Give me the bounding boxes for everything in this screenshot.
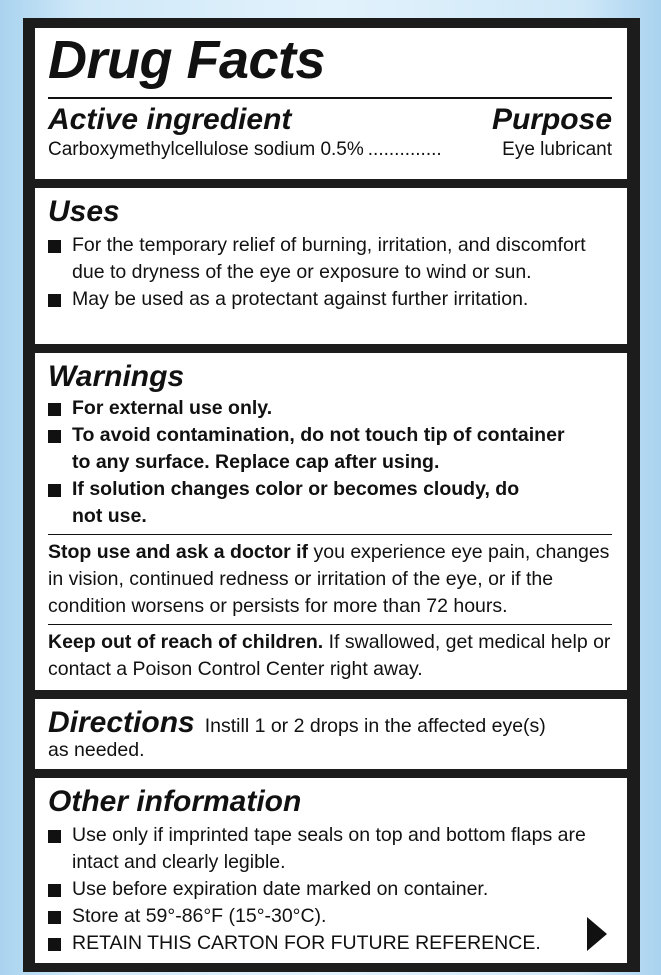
uses-heading: Uses [48, 195, 120, 228]
list-item: For the temporary relief of burning, irritation, and discomfort due to dryness of the eye or exposure to wind or sun. [48, 232, 612, 286]
page-title: Drug Facts [48, 30, 326, 90]
list-item: May be used as a protectant against further irritation. [48, 286, 612, 313]
list-item: RETAIN THIS CARTON FOR FUTURE REFERENCE. [48, 930, 612, 957]
bullet-square-icon [48, 911, 61, 924]
list-item: If solution changes color or becomes cloudy, do not use. [48, 476, 612, 530]
other-information-section [35, 778, 627, 963]
list-item: For external use only. [48, 395, 612, 422]
list-item: To avoid contamination, do not touch tip of container to any surface. Replace cap after using. [48, 422, 612, 476]
stop-use-text: you experience eye pain, changes in vision, continued redness or irritation of the eye, or if the condition worsens or persists for more than 72 hours. [48, 541, 610, 617]
bullet-square-icon [48, 830, 61, 843]
stop-use-lead: Stop use and ask a doctor if [48, 541, 309, 563]
active-ingredient-heading: Active ingredient [48, 103, 292, 136]
bullet-square-icon [48, 884, 61, 897]
ingredient-purpose: Eye lubricant [502, 139, 612, 160]
continue-arrow-icon [587, 917, 607, 951]
drug-facts-panel [23, 18, 640, 972]
list-item: Use only if imprinted tape seals on top and bottom flaps are intact and clearly legible. [48, 822, 612, 876]
ingredient-name: Carboxymethylcellulose sodium 0.5% [48, 139, 364, 160]
bullet-square-icon [48, 403, 61, 416]
leader-dots: .............. [367, 139, 442, 160]
keep-out-text: If swallowed, get medical help or contact a Poison Control Center right away. [48, 631, 611, 680]
bullet-square-icon [48, 240, 61, 253]
bullet-square-icon [48, 484, 61, 497]
uses-section [35, 188, 627, 344]
bullet-square-icon [48, 430, 61, 443]
directions-text-cont: as needed. [48, 739, 145, 761]
list-item: Store at 59°-86°F (15°-30°C). [48, 903, 612, 930]
directions-section [35, 699, 627, 769]
directions-line [48, 705, 612, 741]
bullet-square-icon [48, 938, 61, 951]
directions-heading: Directions [48, 706, 195, 739]
active-header-row [48, 102, 612, 138]
purpose-heading: Purpose [491, 103, 612, 136]
directions-text: Instill 1 or 2 drops in the affected eye(s) [204, 715, 546, 737]
warnings-divider [48, 624, 612, 625]
warnings-section [35, 353, 627, 690]
keep-out-paragraph [48, 629, 612, 683]
stop-use-paragraph [48, 539, 612, 620]
warnings-divider [48, 534, 612, 535]
keep-out-lead: Keep out of reach of children. [48, 631, 324, 653]
bullet-square-icon [48, 294, 61, 307]
ingredient-line [48, 138, 612, 162]
list-item: Use before expiration date marked on container. [48, 876, 612, 903]
title-divider [48, 97, 612, 99]
active-ingredient-section [35, 28, 627, 179]
warnings-heading: Warnings [48, 360, 185, 393]
other-information-heading: Other information [48, 785, 302, 818]
